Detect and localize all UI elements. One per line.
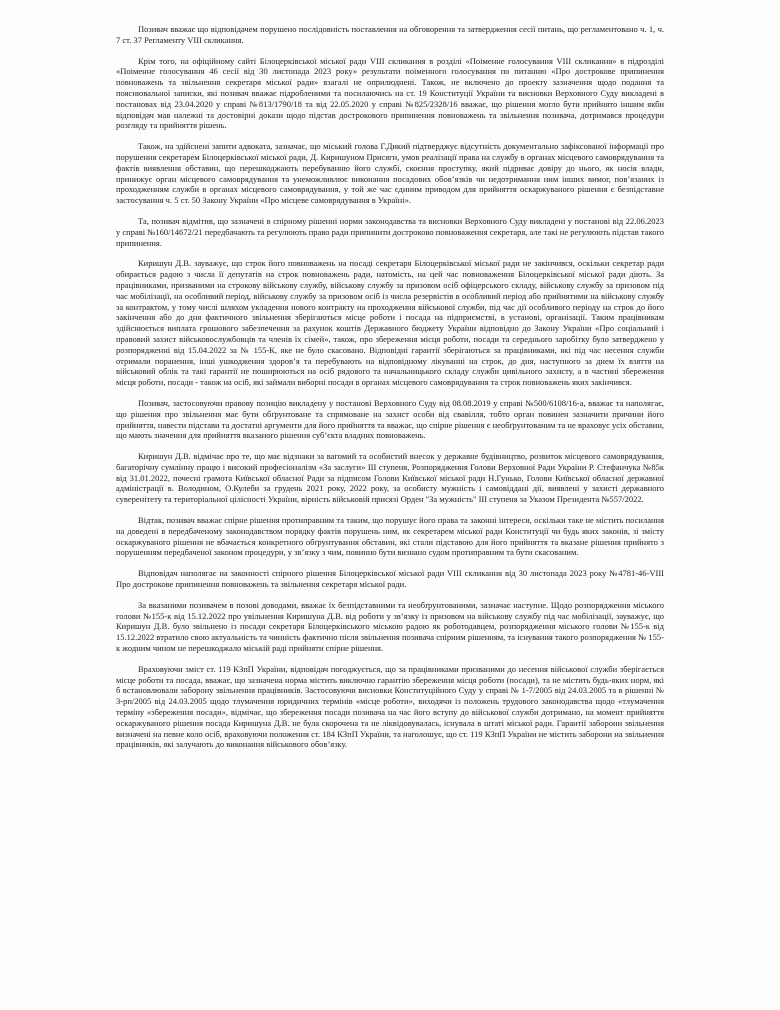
paragraph: Позивач, застосовуючи правову позицію викладену у постанові Верховного Суду від 08.08.2019 у справі №500/6108/16-а, вважає та наполягає, що рішення про звільнення має бути обґрунтоване та спрямоване на захист особи від свавілля, тобто орган повинен зазначити причини його прийняття, навести підстави та достатні аргументи для його прийняття та вважає, що спірне рішення є необґрунтованим та не враховує усіх обставин, що мають значення для прийняття вказаного рішення суб’єкта владних повноважень. xyxy=(116,397,664,441)
paragraph: Позивач вважає що відповідачем порушено послідовність поставлення на обговорення та затвердження сесії питань, що регламентовано ч. 1, ч. 7 ст. 37 Регламенту VIII скликання. xyxy=(116,24,664,45)
paragraph: Також, на здійснені запити адвоката, зазначає, що міський голова Г.Дикий підтверджує відсутність документально зафіксованої інформації про порушення секретарем Білоцерківської міської ради, Д. Киришуном Присяги, умов реалізації права на службу в органах місцевого самоврядування та фактів виявлення обставин, що перешкоджають перебуванню його службі, скоєння проступку, який підриває довіру до нього, як носія влади, принижує орган місцевого самоврядування та унеможливлює виконання посадових обов’язків чи недотримання ним інших вимог, пов’язаних із проходженням служби в органах місцевого самоврядування, у той же час єдиним приводом для прийняття оскаржуваного рішення є безпідставне застосування ч. 5 ст. 50 Закону України «Про місцеве самоврядування в Україні». xyxy=(116,141,664,206)
paragraph: Відповідач наполягає на законності спірного рішення Білоцерківської міської ради VIII скликання від 30 листопада 2023 року №4781-46-VIII Про дострокове припинення повноважень та звільнення секретаря міської ради. xyxy=(116,568,664,590)
paragraph: Киришун Д.В. відмічає про те, що має відзнаки за вагомий та особистий внесок у державне будівництво, розвиток місцевого самоврядування, багаторічну сумлінну працю і високий професіоналізм «За заслуги» ІІІ ступеня, Розпорядження Голови Верховної Ради України Р. Стефанчука №85к від 31.01.2022, почесні грамота Київської обласної Ради за підписом Голови Київської міської ради Н.Гунько, Голови Київської обласної державної адміністрації в. Володином, О.Кулеби за грудень 2021 року, 2022 року, за особисту мужність і самовіддані дії, виявлені у захисті державного суверенітету та територіальної цілісності України, вірність військовій присязі Орден "За мужність" ІІІ ступеня за Указом Президента №557/2022. xyxy=(116,451,664,505)
paragraph: Та, позивач відмітив, що зазначені в спірному рішенні норми законодавства та висновки Верховного Суду викладені у постанові від 22.06.2023 у справі №160/14672/21 передбачають та регулюють право ради припинити достроково повноваження секретаря, але такі не регулюють підстав такого припинення. xyxy=(116,215,664,248)
paragraph: Відтак, позивач вважає спірне рішення протиправним та таким, що порушує його права та законні інтереси, оскільки таке не містить посилання на доведені в передбаченому законодавством порядку фактів порушень ним, як секретарем міської ради Конституції чи будь яких законів, зі змісту оскаржуваного рішення не вбачається конкретного обґрунтування обставин, які стали підставою для його прийняття та вказане рішення прийнято з порушенням передбаченої законом процедури, у зв’язку з чим, повинно бути визнано судом протиправним та бути скасованим. xyxy=(116,515,664,558)
document-body xyxy=(116,24,664,759)
paragraph: Киришун Д.В. зауважує, що строк його повноважень на посаді секретаря Білоцерківської міської ради не закінчився, оскільки секретар ради обирається радою з числа її депутатів на строк повноважень ради, натомість, на цей час повноваження Білоцерківської міської ради діють. За працівниками, призваними на строкову військову службу, військову службу за призовом осіб офіцерського складу, військову службу за призовом під час мобілізації, на особливий період, військову службу за призовом осіб із числа резервістів в особливий період або прийнятими на військову службу за контрактом, у тому числі шляхом укладення нового контракту на проходження військової служби, під час дії особливого періоду на строк до його закінчення або до дня фактичного звільнення зберігаються місце роботи і посада на підприємстві, в установі, організації. Таким працівникам здійснюється виплата грошового забезпечення за рахунок коштів Державного бюджету України відповідно до Закону України «Про соціальний і правовий захист військовослужбовців та членів їх сімей», також, про збереження місця роботи, посади та середнього заробітку було затверджено у розпорядженні від 15.04.2022 за № 155-К, яке не було скасовано. Відповідні гарантії зберігаються за працівниками, які під час несення служби отримали поранення, інші ушкодження здоров’я та перебувають на відповідному лікуванні на строк, до дня, наступного за днем їх взяття на військовий облік та такі гарантії не поширюються на осіб рядового та начальницького складу служби цивільного захисту, а в частині збереження місця роботи, посади - також на осіб, які займали виборні посади в органах місцевого самоврядування та строк повноважень яких закінчився. xyxy=(116,258,664,388)
paragraph: Крім того, на офіційному сайті Білоцерківської міської ради VIII скликання в розділі «Поіменне голосування VIII скликання» в підрозділі «Поіменне голосування 46 сесії від 30 листопада 2023 року» результати поіменного голосування по питанню «Про дострокове припинення повноважень та звільнення секретаря міської ради» взагалі не оприлюднені. Також, не включено до проекту зазначення щодо подання та пояснювальної записки, які позивач вважає підробленими та посилаючись на ст. 19 Конституції України та висновки Верховного Суду викладені в постановах від 23.04.2020 у справі №813/1790/18 та від 22.05.2020 у справі №825/2328/16 вважає, що рішення могло бути прийнято іншим якби відповідач мав належні та достовірні докази щодо підстав дострокового припинення повноважень та звільнення позивача, дотримався процедури розгляду та прийняття рішень. xyxy=(116,55,664,131)
paragraph: Враховуючи зміст ст. 119 КЗпП України, відповідач погоджується, що за працівниками призваними до несення військової служби зберігається місце роботи та посада, вважає, що зазначена норма містить виключно гарантію збереження місця роботи (посади), та не містить будь-яких норм, які б встановлювали заборону звільнення працівників. Застосовуючи висновки Конституційного Суду у справі № 1-7/2005 від 24.03.2005 та в рішенні № 3-рп/2005 від 24.03.2005 щодо тлумачення юридичних термінів «місце роботи», виходячи із положень трудового законодавства щодо «тлумачення терміну «збереження посади», відмічає, що збереження посади позивача на час його вступу до військової служби дотримано, на момент прийняття оскаржуваного рішення посада Киришуна Д.В. не була скорочена та не ліквідовувалась, існувала в штаті міської ради. Гарантії заборони звільнення визначені на певне коло осіб, враховуючи положення ст. 184 КЗпП України, та наголошує, що ст. 119 КЗпП України не містить заборони на звільнення працівників, які залучають до виконання військового обов’язку. xyxy=(116,663,664,750)
paragraph: За вказаними позивачем в позові доводами, вважає їх безпідставними та необґрунтованими, зазначає наступне. Щодо розпорядження міського голови №155-к від 15.12.2022 про увільнення Киришуна Д.В. від роботи у зв’язку із призовом на військову службу під час мобілізації, зауважує, що Киришун Д.В. було звільнено із посади секретаря Білоцерківського міською радою як роботодавцем, розпорядження міського голови №155-к від 15.12.2022 втратило свою актуальність та чинність фактично після звільнення позивача спірним рішенням, та існування такого розпорядження № 155-к жодним чином не перешкоджало міській раді прийняти спірне рішення. xyxy=(116,599,664,654)
